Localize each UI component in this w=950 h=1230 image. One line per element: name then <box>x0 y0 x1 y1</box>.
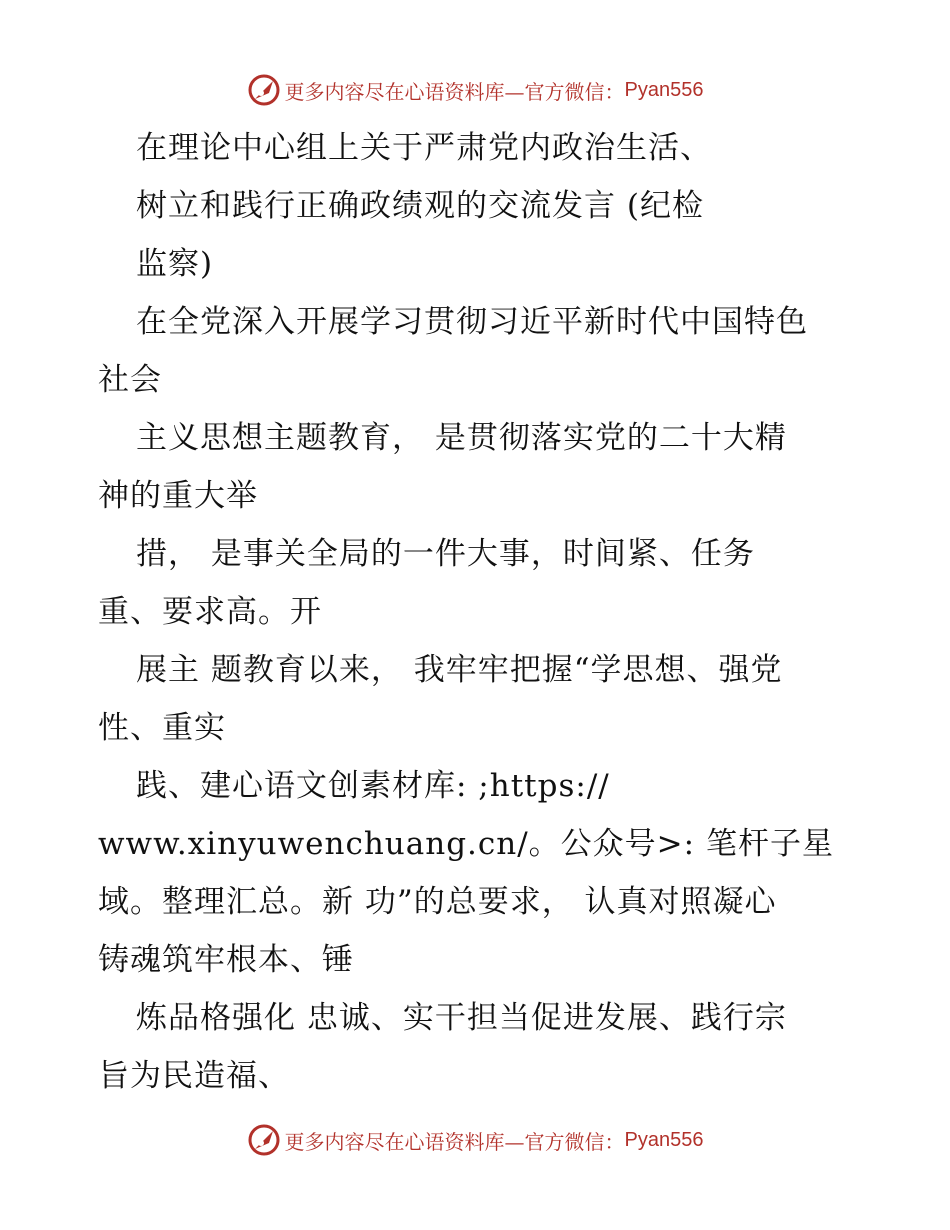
watermark-banner-top <box>0 70 950 110</box>
quill-logo-icon <box>247 73 281 107</box>
paragraph-line: 在全党深入开展学习贯彻习近平新时代中国特色 <box>136 304 808 340</box>
paragraph-line: 神的重大举 <box>98 478 258 514</box>
paragraph-line: 主义思想主题教育， 是贯彻落实党的二十大精 <box>136 420 787 456</box>
title-line: 在理论中心组上关于严肃党内政治生活、 <box>136 130 712 166</box>
title-line: 监察) <box>136 246 214 282</box>
paragraph-line: 措， 是事关全局的一件大事，时间紧、任务 <box>136 536 755 572</box>
paragraph-line: 展主 题教育以来， 我牢牢把握“学思想、强党 <box>136 652 783 688</box>
paragraph-line: 重、要求高。开 <box>98 594 322 630</box>
quill-logo-icon <box>247 1123 281 1157</box>
paragraph-line: 践、建心语文创素材库: ;https:// <box>136 768 610 804</box>
watermark-account: Pyan556 <box>624 1128 704 1151</box>
title-line: 树立和践行正确政绩观的交流发言 (纪检 <box>136 188 704 224</box>
paragraph-line: 铸魂筑牢根本、锤 <box>98 942 354 978</box>
paragraph-line: 性、重实 <box>98 710 226 746</box>
paragraph-line: 社会 <box>98 362 162 398</box>
watermark-text: 更多内容尽在心语资料库—官方微信： <box>284 79 625 104</box>
watermark-banner-bottom <box>0 1120 950 1160</box>
paragraph-line: 域。整理汇总。新 功”的总要求， 认真对照凝心 <box>98 884 777 920</box>
watermark-account: Pyan556 <box>624 78 704 101</box>
watermark-text: 更多内容尽在心语资料库—官方微信： <box>284 1129 625 1154</box>
paragraph-line: www.xinyuwenchuang.cn/。公众号>: 笔杆子星 <box>98 826 834 862</box>
paragraph-line: 旨为民造福、 <box>98 1058 290 1094</box>
paragraph-line: 炼品格强化 忠诚、实干担当促进发展、践行宗 <box>136 1000 787 1036</box>
